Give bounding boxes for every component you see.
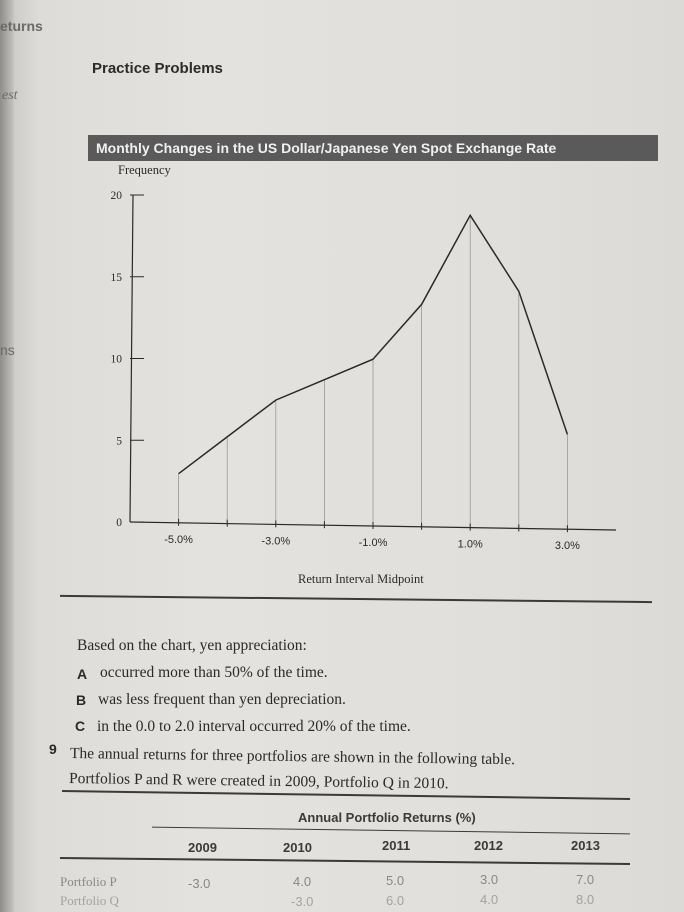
option-letter: A: [77, 666, 88, 682]
x-tick-label: 3.0%: [554, 540, 580, 553]
margin-fragment-low: ns: [0, 342, 15, 358]
y-tick-label: 15: [110, 271, 122, 284]
table-title-rule: [152, 827, 630, 835]
margin-fragment-mid: est: [2, 88, 18, 103]
problem9-line1: The annual returns for three portfolios are shown in the following table.: [69, 745, 516, 769]
option-letter: C: [75, 718, 86, 734]
table-cell: 7.0: [576, 872, 595, 887]
y-tick-label: 20: [110, 190, 122, 202]
problem9-line2: Portfolios P and R were created in 2009, Portfolio Q in 2010.: [68, 770, 449, 793]
year-header: 2011: [382, 838, 411, 853]
table-cell: 4.0: [480, 892, 499, 907]
y-tick-label: 5: [116, 435, 122, 448]
y-tick-label: 0: [116, 517, 122, 529]
margin-fragment-top: eturns: [0, 18, 43, 34]
y-tick-label: 10: [110, 353, 122, 366]
option-text: was less frequent than yen depreciation.: [98, 691, 346, 708]
year-header: 2009: [188, 840, 217, 855]
table-cell: -3.0: [291, 894, 314, 909]
option-text: in the 0.0 to 2.0 interval occurred 20% of the time.: [97, 718, 411, 735]
option-text: occurred more than 50% of the time.: [100, 664, 328, 681]
chart-title: Monthly Changes in the US Dollar/Japanese Yen Spot Exchange Rate: [96, 140, 557, 156]
year-header: 2012: [474, 838, 503, 853]
x-tick-label: -1.0%: [358, 537, 388, 549]
x-tick-label: -5.0%: [164, 533, 193, 546]
table-cell: 6.0: [386, 893, 405, 908]
option-letter: B: [76, 692, 87, 708]
table-cell: 5.0: [386, 873, 405, 888]
x-axis-label: Return Interval Midpoint: [298, 572, 424, 586]
problem-number: 9: [49, 741, 57, 757]
year-header: 2010: [283, 840, 312, 855]
table-cell: 4.0: [293, 874, 312, 889]
table-cell: 3.0: [480, 872, 499, 887]
x-tick-label: 1.0%: [457, 538, 483, 551]
table-title: Annual Portfolio Returns (%): [298, 810, 476, 825]
year-header: 2013: [571, 838, 600, 853]
page-title: Practice Problems: [92, 60, 223, 77]
table-cell: 8.0: [576, 892, 595, 907]
x-tick-label: -3.0%: [261, 535, 291, 548]
table-cell: -3.0: [188, 876, 211, 891]
row-label: Portfolio P: [60, 874, 117, 889]
row-label: Portfolio Q: [60, 893, 119, 908]
y-axis-label: Frequency: [118, 163, 171, 177]
table-header-rule: [60, 857, 630, 864]
question-stem: Based on the chart, yen appreciation:: [77, 637, 307, 654]
